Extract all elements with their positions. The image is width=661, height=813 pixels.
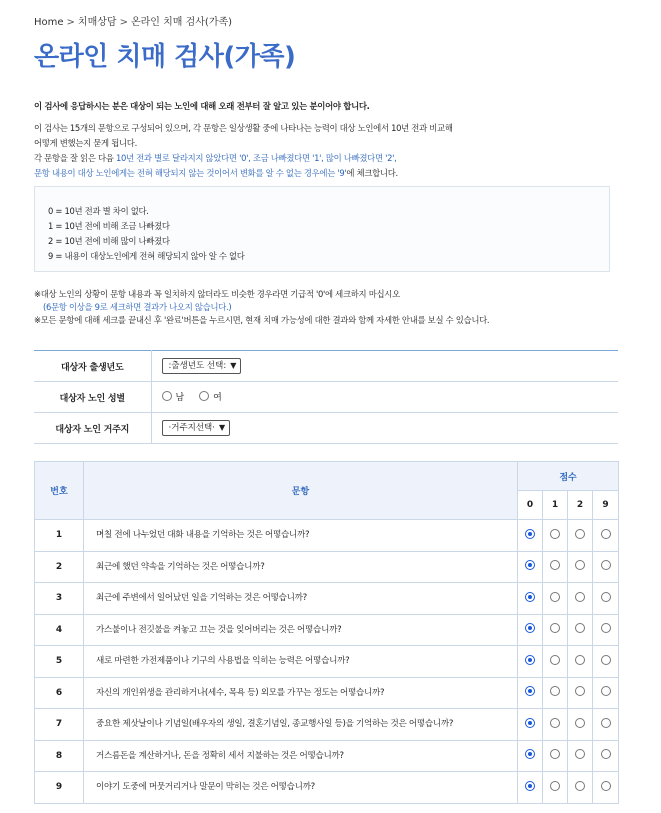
score-radio-1[interactable]	[550, 592, 560, 602]
score-radio-2[interactable]	[575, 718, 585, 728]
header-question: 문항	[84, 462, 518, 520]
question-number: 4	[35, 614, 84, 646]
question-number: 1	[35, 520, 84, 552]
question-row	[35, 677, 619, 709]
score-radio-2[interactable]	[575, 623, 585, 633]
question-row	[35, 551, 619, 583]
score-radio-1[interactable]	[550, 560, 560, 570]
info-row-gender	[34, 382, 618, 413]
question-number: 8	[35, 740, 84, 772]
subject-info-table	[34, 350, 618, 444]
header-number: 번호	[35, 462, 84, 520]
info-row-region	[34, 413, 618, 444]
breadcrumb-level2[interactable]: 치매상담	[77, 17, 117, 28]
scale-item: 9 = 내용이 대상노인에게 전혀 해당되지 않아 알 수 없다	[48, 251, 245, 261]
score-radio-9[interactable]	[601, 623, 611, 633]
score-radio-0[interactable]	[525, 529, 535, 539]
breadcrumb-home[interactable]: Home	[34, 17, 64, 28]
score-radio-1[interactable]	[550, 781, 560, 791]
score-radio-0[interactable]	[525, 749, 535, 759]
score-radio-0[interactable]	[525, 781, 535, 791]
score-radio-2[interactable]	[575, 781, 585, 791]
score-radio-9[interactable]	[601, 781, 611, 791]
intro-highlight: 10년 전과 별로 달라지지 않았다면 '0', 조금 나빠졌다면 '1', 많이 나빠졌다면 '2',	[115, 153, 397, 163]
question-table	[34, 461, 619, 804]
note: ※대상 노인의 상황이 문항 내용과 꼭 일치하지 않더라도 비슷한 경우라면 기급적 '0'에 세크하지 마십시오	[34, 289, 400, 299]
score-radio-1[interactable]	[550, 749, 560, 759]
question-row	[35, 520, 619, 552]
question-text: 거스름돈을 계산하거나, 돈을 정확히 세서 지불하는 것은 어떻습니까?	[84, 740, 518, 772]
gender-male-radio[interactable]	[162, 391, 172, 401]
region-select[interactable]: ·거주지선택· ▼	[162, 420, 231, 436]
question-number: 7	[35, 709, 84, 741]
question-row	[35, 740, 619, 772]
scale-legend	[34, 186, 610, 272]
intro-text	[34, 99, 618, 181]
score-radio-9[interactable]	[601, 749, 611, 759]
score-radio-0[interactable]	[525, 718, 535, 728]
gender-label: 대상자 노인 성별	[34, 382, 151, 413]
question-number: 5	[35, 646, 84, 678]
question-row	[35, 614, 619, 646]
scale-item: 0 = 10년 전과 별 차이 없다.	[48, 206, 149, 216]
score-radio-2[interactable]	[575, 749, 585, 759]
score-radio-9[interactable]	[601, 592, 611, 602]
question-row	[35, 646, 619, 678]
intro-bold-line: 이 검사에 응답하시는 분은 대상이 되는 노인에 대해 오래 전부터 잘 알고 있는 분이어야 합니다.	[34, 101, 370, 111]
score-header-1: 1	[543, 491, 568, 520]
score-radio-1[interactable]	[550, 529, 560, 539]
score-radio-1[interactable]	[550, 718, 560, 728]
intro-highlight: 문항 내용이 대상 노인에게는 전혀 해당되지 않는 것이어서 변화를 알 수 없는 경우에는 '9'	[34, 168, 347, 178]
score-radio-9[interactable]	[601, 686, 611, 696]
breadcrumb-separator: >	[66, 17, 75, 28]
score-radio-2[interactable]	[575, 560, 585, 570]
score-header-9: 9	[593, 491, 619, 520]
question-text: 자신의 개인위생을 관리하거나(세수, 목욕 등) 외모를 가꾸는 정도는 어떻습니까?	[84, 677, 518, 709]
scale-item: 1 = 10년 전에 비해 조금 나빠졌다	[48, 221, 170, 231]
breadcrumb-current: 온라인 치매 검사(가족)	[130, 17, 233, 28]
question-row	[35, 583, 619, 615]
score-radio-2[interactable]	[575, 686, 585, 696]
score-radio-0[interactable]	[525, 623, 535, 633]
question-text: 이야기 도중에 머뭇거리거나 말문이 막히는 것은 어떻습니까?	[84, 772, 518, 804]
chevron-down-icon: ▼	[218, 423, 226, 432]
notes	[34, 288, 634, 327]
intro-line: 어떻게 변했는지 묻게 됩니다.	[34, 138, 137, 148]
question-text: 최근에 주변에서 일어났던 일을 기억하는 것은 어떻습니까?	[84, 583, 518, 615]
score-radio-0[interactable]	[525, 686, 535, 696]
question-text: 최근에 했던 약속을 기억하는 것은 어떻습니까?	[84, 551, 518, 583]
question-number: 2	[35, 551, 84, 583]
score-radio-1[interactable]	[550, 623, 560, 633]
score-radio-9[interactable]	[601, 529, 611, 539]
page-title: 온라인 치매 검사(가족)	[34, 42, 296, 72]
score-header-0: 0	[518, 491, 543, 520]
score-radio-1[interactable]	[550, 655, 560, 665]
score-radio-2[interactable]	[575, 592, 585, 602]
scale-item: 2 = 10년 전에 비해 많이 나빠졌다	[48, 236, 170, 246]
breadcrumb	[34, 13, 232, 28]
question-text: 새로 마련한 가전제품이나 기구의 사용법을 익히는 능력은 어떻습니까?	[84, 646, 518, 678]
question-number: 6	[35, 677, 84, 709]
score-radio-1[interactable]	[550, 686, 560, 696]
note: ※모든 문항에 대해 세크를 끝내신 후 '완료'버튼을 누르시면, 현재 치매 가능성에 대한 결과와 함께 자세한 안내를 보실 수 있습니다.	[34, 315, 490, 325]
score-radio-9[interactable]	[601, 560, 611, 570]
question-row	[35, 772, 619, 804]
score-radio-9[interactable]	[601, 718, 611, 728]
score-radio-9[interactable]	[601, 655, 611, 665]
region-label: 대상자 노인 거주지	[34, 413, 151, 444]
question-text: 며칠 전에 나누었던 대화 내용을 기억하는 것은 어떻습니까?	[84, 520, 518, 552]
birth-year-label: 대상자 출생년도	[34, 351, 151, 382]
intro-text-segment: 에 체크합니다.	[346, 168, 398, 178]
header-score: 점수	[518, 462, 619, 491]
question-number: 3	[35, 583, 84, 615]
intro-line	[34, 151, 618, 166]
score-header-2: 2	[568, 491, 593, 520]
score-radio-2[interactable]	[575, 529, 585, 539]
gender-female-radio[interactable]	[199, 391, 209, 401]
chevron-down-icon: ▼	[230, 361, 237, 370]
question-number: 9	[35, 772, 84, 804]
gender-female-option[interactable]: 여	[199, 390, 222, 403]
score-radio-0[interactable]	[525, 592, 535, 602]
score-radio-2[interactable]	[575, 655, 585, 665]
note-warning: (6문항 이상을 9로 세크하면 결과가 나오지 않습니다.)	[43, 302, 232, 312]
breadcrumb-separator: >	[119, 17, 128, 28]
question-text: 중요한 제삿날이나 기념일(배우자의 생일, 결혼기념일, 종교행사일 등)을 기억하는 것은 어떻습니까?	[84, 709, 518, 741]
question-text: 가스불이나 전깃불을 켜놓고 끄는 것을 잊어버리는 것은 어떻습니까?	[84, 614, 518, 646]
gender-male-option[interactable]: 남	[162, 390, 185, 403]
intro-text-segment: 각 문항을 잘 읽은 다음	[34, 153, 116, 163]
intro-line: 이 검사는 15개의 문항으로 구성되어 있으며, 각 문항은 일상생활 중에 나타나는 능력이 대상 노인에서 10년 전과 비교해	[34, 123, 453, 133]
birth-year-select[interactable]: :출생년도 선택: ▼	[162, 358, 242, 374]
info-row-birth	[34, 351, 618, 382]
intro-line	[34, 166, 618, 181]
score-radio-0[interactable]	[525, 560, 535, 570]
score-radio-0[interactable]	[525, 655, 535, 665]
question-row	[35, 709, 619, 741]
